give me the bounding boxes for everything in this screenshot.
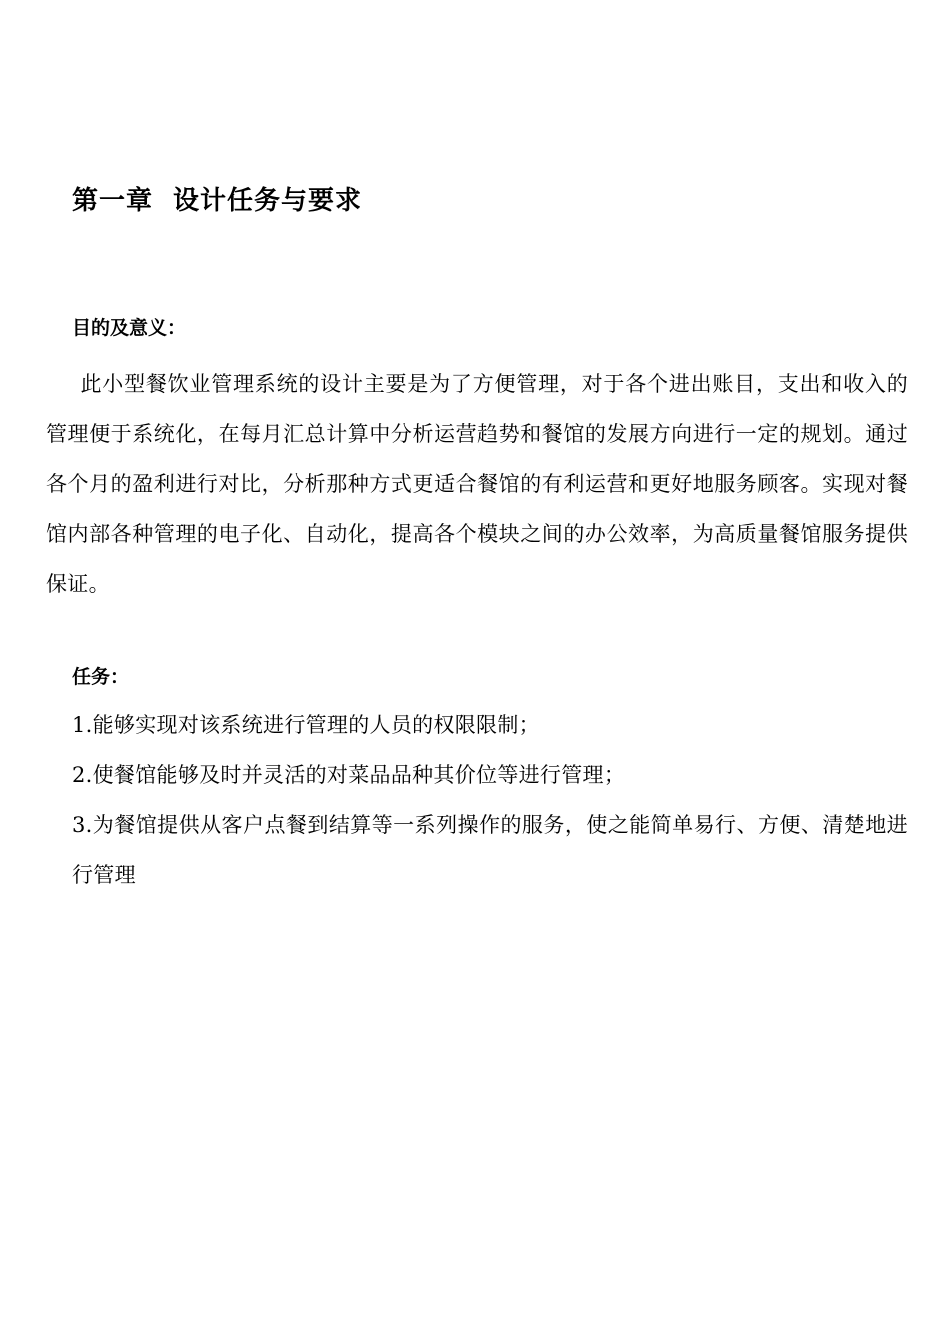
tasks-heading: 任务： [72,666,130,688]
chapter-title [72,180,362,217]
task-item-2: 2.使餐馆能够及时并灵活的对菜品品种其价位等进行管理； [72,763,626,787]
chapter-number: 第一章 [72,186,154,216]
task-item-1: 1.能够实现对该系统进行管理的人员的权限限制； [72,713,540,737]
purpose-text: 此小型餐饮业管理系统的设计主要是为了方便管理，对于各个进出账目，支出和收入的管理便于系统化，在每月汇总计算中分析运营趋势和餐馆的发展方向进行一定的规划。通过各个月的盈利进行对比，分析那种方式更适合餐馆的有利运营和更好地服务顾客。实现对餐馆内部各种管理的电子化、自动化，提高各个模块之间的办公效率，为高质量餐馆服务提供保证。 [46,372,908,596]
chapter-title-text: 设计任务与要求 [173,186,363,216]
purpose-paragraph [46,359,908,609]
purpose-heading: 目的及意义： [72,317,187,339]
task-item-3: 3.为餐馆提供从客户点餐到结算等一系列操作的服务，使之能简单易行、方便、清楚地进行管理 [72,813,908,887]
task-list [72,700,908,900]
